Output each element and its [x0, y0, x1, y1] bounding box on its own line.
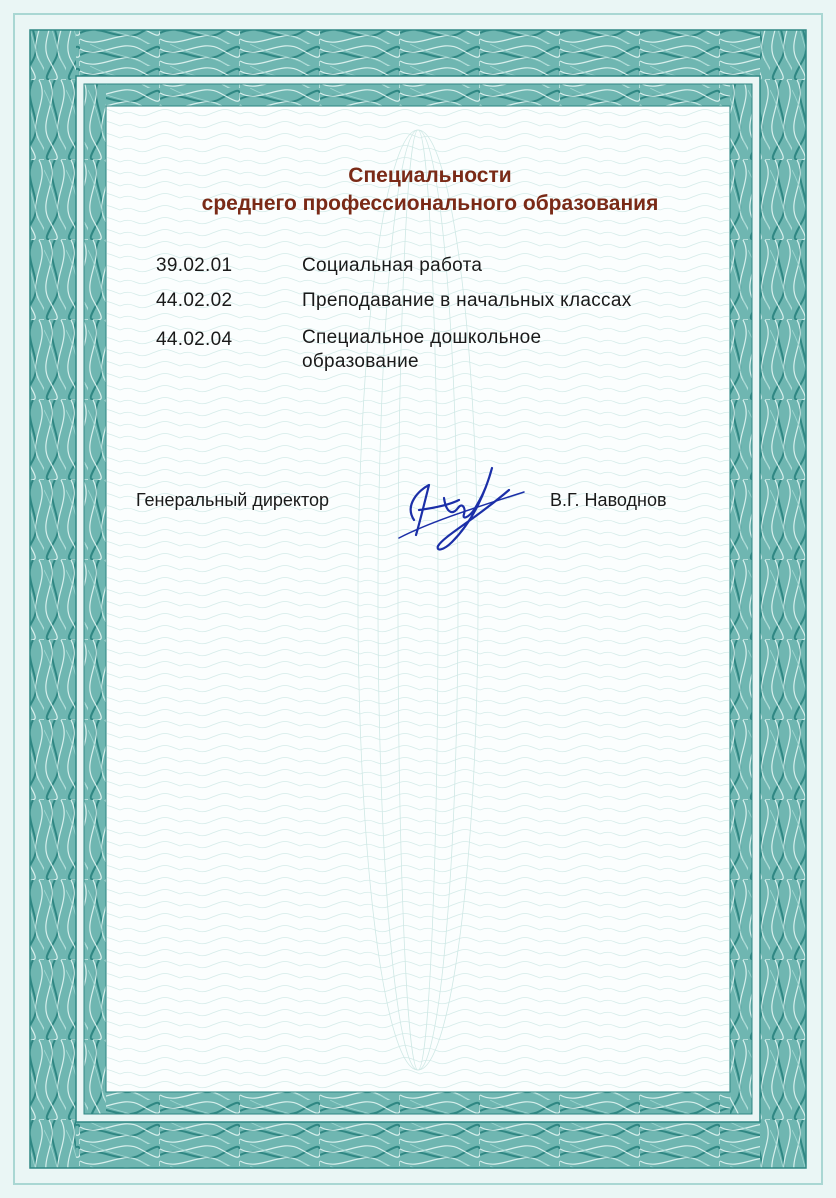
specialty-name: Социальная работа: [302, 255, 483, 276]
specialty-name: Специальное дошкольное образование: [302, 327, 542, 372]
specialty-code: 44.02.02: [156, 290, 233, 311]
content-area: [112, 110, 724, 1085]
title-line-1: Специальности: [348, 164, 512, 187]
title-line-2: среднего профессионального образования: [201, 192, 659, 215]
specialty-name: Преподавание в начальных классах: [302, 290, 632, 311]
document-title: [110, 162, 750, 218]
handwritten-signature: [374, 450, 534, 560]
specialty-code: 44.02.04: [156, 329, 233, 350]
signatory-position: Генеральный директор: [136, 490, 330, 510]
signatory-name: В.Г. Наводнов: [550, 490, 667, 510]
specialty-code: 39.02.01: [156, 255, 233, 276]
